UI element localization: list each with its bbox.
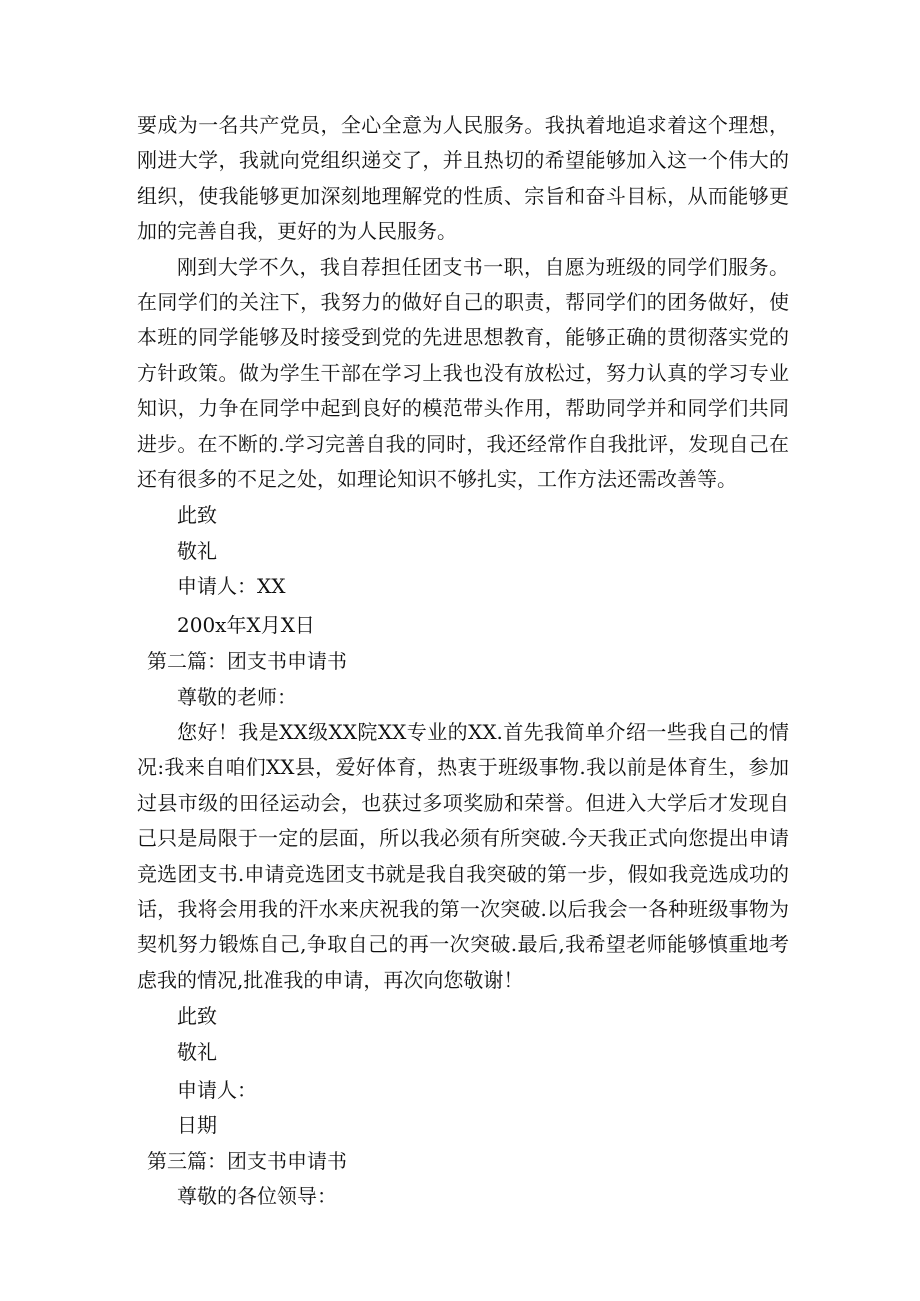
closing-3: 此致 [177, 1004, 217, 1029]
salutation-3: 尊敬的各位领导： [177, 1184, 337, 1209]
applicant-line: 申请人：XX [177, 574, 286, 599]
closing-1: 此致 [177, 503, 217, 528]
paragraph-2: 刚到大学不久，我自荐担任团支书一职，自愿为班级的同学们服务。在同学们的关注下，我努力的做好自己的职责，帮同学们的团务做好，使本班的同学能够及时接受到党的先进思想教育，能够正确的贯彻落实党的方针政策。做为学生干部在学习上我也没有放松过，努力认真的学习专业知识，力争在同学中起到良好的模范带头作用，帮助同学并和同学们共同进步。在不断的.学习完善自我的同时，我还经常作自我批评，发现自己在还有很多的不足之处，如理论知识不够扎实，工作方法还需改善等。 [137, 254, 789, 492]
applicant-line-2: 申请人： [177, 1077, 257, 1102]
section-heading-2: 第二篇：团支书申请书 [147, 649, 347, 674]
closing-2: 敬礼 [177, 538, 217, 563]
date-line: 200x年X月X日 [177, 612, 315, 637]
document-body [137, 108, 789, 1215]
salutation-2: 尊敬的老师： [177, 684, 297, 709]
section-heading-3: 第三篇：团支书申请书 [147, 1148, 347, 1173]
paragraph-3: 您好！我是XX级XX院XX专业的XX.首先我简单介绍一些我自己的情况:我来自咱们XX县，爱好体育，热衷于班级事物.我以前是体育生，参加过县市级的田径运动会，也获过多项奖励和荣誉。但进入大学后才发现自己只是局限于一定的层面，所以我必须有所突破.今天我正式向您提出申请竞选团支书.申请竞选团支书就是我自我突破的第一步，假如我竞选成功的话，我将会用我的汗水来庆祝我的第一次突破.以后我会一各种班级事物为契机努力锻炼自己,争取自己的再一次突破.最后,我希望老师能够慎重地考虑我的情况,批准我的申请，再次向您敬谢！ [137, 719, 789, 992]
closing-4: 敬礼 [177, 1039, 217, 1064]
date-line-2: 日期 [177, 1113, 217, 1138]
paragraph-1: 要成为一名共产党员，全心全意为人民服务。我执着地追求着这个理想，刚进大学，我就向党组织递交了，并且热切的希望能够加入这一个伟大的组织，使我能够更加深刻地理解党的性质、宗旨和奋斗目标，从而能够更加的完善自我，更好的为人民服务。 [137, 113, 789, 244]
